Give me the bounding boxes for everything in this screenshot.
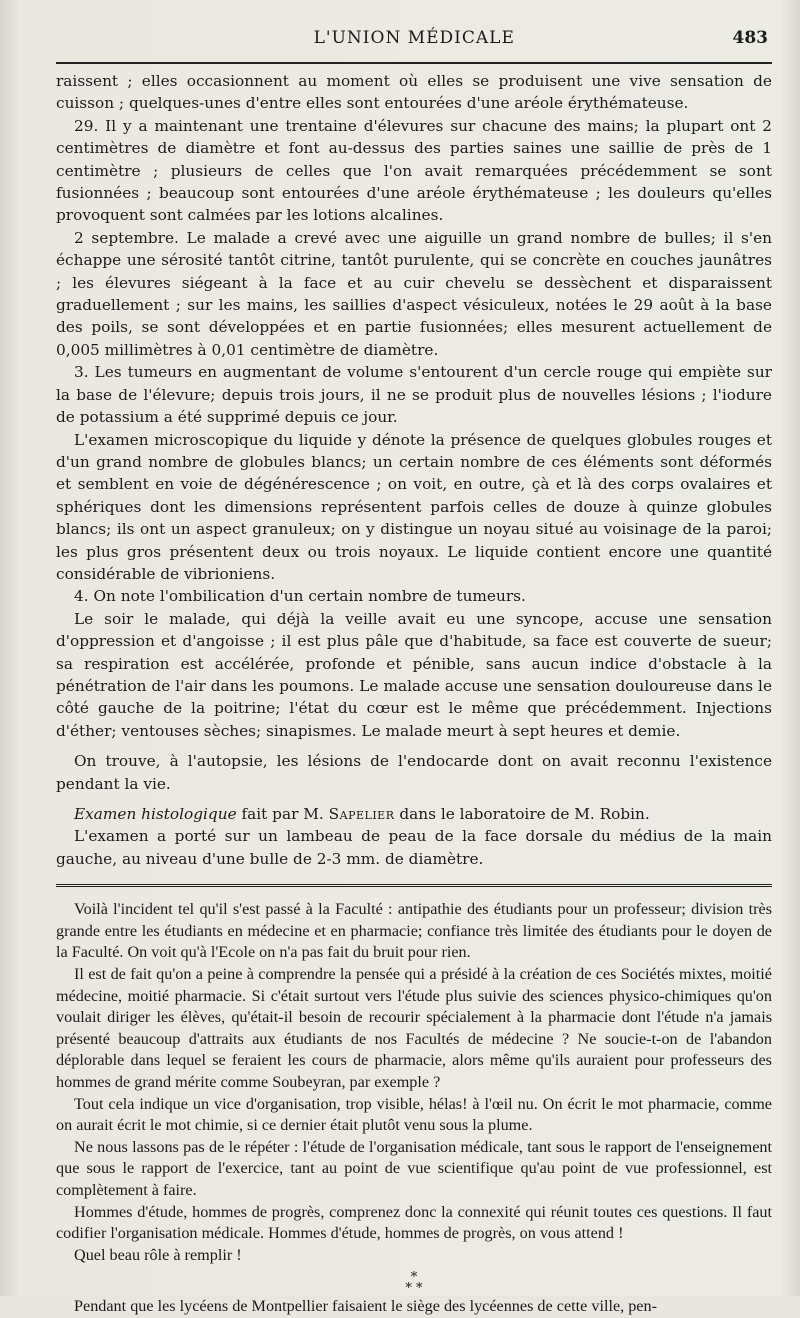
paragraph: 3. Les tumeurs en augmentant de volume s'entourent d'un cercle rouge qui empiète sur la base de l'élevure; depuis trois jours, il ne se produit plus de nouvelles lésions ; l'iodure de potassium a été supprimé depuis ce jour. bbox=[56, 363, 772, 427]
paragraph: L'examen microscopique du liquide y dénote la présence de quelques globules rouges et d'un grand nombre de globules blancs; un certain nombre de ces éléments sont déformés et semblent en voie de dégénérescence ; on voit, en outre, çà et là des corps ovalaires et sphériques dont les dimensions représentent parfois celles de douze à quinze globules blancs; ils ont un aspect granuleux; on y distingue un noyau situé au voisinage de la paroi; les plus gros présentent deux ou trois noyaux. Le liquide contient encore une quantité considérable de vibrioniens. bbox=[56, 430, 772, 583]
paragraph: 29. Il y a maintenant une trentaine d'élevures sur chacune des mains; la plupart ont 2 centimètres de diamètre et font au-dessus des parties saines une saillie de près de 1 centimètre ; plusieurs de celles que l'on avait remarquées précédemment se sont fusionnées ; beaucoup sont entourées d'une aréole érythémateuse ; les douleurs qu'elles provoquent sont calmées par les lotions alcalines. bbox=[56, 116, 772, 225]
histology-tail: dans le laboratoire de M. Robin. bbox=[394, 805, 650, 823]
case-report-section bbox=[56, 70, 772, 870]
histology-name: Sapelier bbox=[328, 805, 395, 823]
paragraph: Tout cela indique un vice d'organisation, trop visible, hélas! à l'œil nu. On écrit le mot pharmacie, comme on aurait écrit le mot chimie, si ce dernier était plutôt venu sous la plume. bbox=[56, 1094, 772, 1135]
page-number: 483 bbox=[732, 28, 768, 48]
asterism bbox=[56, 1270, 772, 1297]
histology-mid: fait par M. bbox=[236, 805, 329, 823]
paragraph: Le soir le malade, qui déjà la veille avait eu une syncope, accuse une sensation d'oppression et d'angoisse ; il est plus pâle que d'habitude, sa face est couverte de sueur; sa respiration est accélérée, profonde et pénible, sans aucun indice d'obstacle à la pénétration de l'air dans les poumons. Le malade accuse une sensation douloureuse dans le côté gauche de la poitrine; l'état du cœur est le même que précédemment. Injections d'éther; ventouses sèches; sinapismes. Le malade meurt à sept heures et demie. bbox=[56, 609, 772, 740]
histology-italic: Examen histologique bbox=[74, 805, 237, 823]
paragraph: raissent ; elles occasionnent au moment où elles se produisent une vive sensation de cuisson ; quelques-unes d'entre elles sont entourées d'une aréole érythémateuse. bbox=[56, 72, 772, 113]
paragraph: On trouve, à l'autopsie, les lésions de l'endocarde dont on avait reconnu l'existence pendant la vie. bbox=[56, 752, 772, 793]
page-header bbox=[56, 28, 772, 58]
paragraph: Voilà l'incident tel qu'il s'est passé à la Faculté : antipathie des étudiants pour un professeur; division très grande entre les étudiants en médecine et en pharmacie; confiance très limitée des étudiants pour le doyen de la Faculté. On voit qu'à l'Ecole on n'a pas fait du bruit pour rien. bbox=[56, 900, 772, 962]
paragraph: L'examen a porté sur un lambeau de peau de la face dorsale du médius de la main gauche, au niveau d'une bulle de 2-3 mm. de diamètre. bbox=[56, 827, 772, 868]
paragraph: Quel beau rôle à remplir ! bbox=[74, 1245, 242, 1264]
header-rule bbox=[56, 62, 772, 64]
asterism-bottom: * * bbox=[405, 1281, 423, 1297]
paragraph: Ne nous lassons pas de le répéter : l'étude de l'organisation médicale, tant sous le rapport de l'enseignement que sous le rapport de l'exercice, tant au point de vue scientifique qu'au point de vue professionnel, est complètement à faire. bbox=[56, 1137, 772, 1199]
paragraph: Pendant que les lycéens de Montpellier faisaient le siège des lycéennes de cette ville, pen- bbox=[74, 1297, 657, 1316]
asterism-top: * bbox=[410, 1270, 418, 1286]
running-title: L'UNION MÉDICALE bbox=[313, 28, 515, 48]
paragraph: Il est de fait qu'on a peine à comprendre la pensée qui a présidé à la création de ces Sociétés mixtes, moitié médecine, moitié pharmacie. Si c'était surtout vers l'étude plus suivie des sciences physico-chimiques qu'on voulait diriger les élèves, qu'était-il besoin de recourir spécialement à la pharmacie dont l'étude n'a jamais présenté beaucoup d'attraits aux étudiants de nos Facultés de médecine ? Ne soucie-t-on de l'abandon déplorable dans lequel se feraient les cours de pharmacie, alors même qu'ils auraient pour professeurs des hommes de grand mérite comme Soubeyran, par exemple ? bbox=[56, 965, 772, 1091]
section-divider bbox=[56, 884, 772, 887]
paragraph: Hommes d'étude, hommes de progrès, comprenez donc la connexité qui réunit toutes ces questions. Il faut codifier l'organisation médicale. Hommes d'étude, hommes de progrès, on vous attend ! bbox=[56, 1202, 772, 1243]
histology-heading bbox=[56, 803, 772, 825]
chronicle-section bbox=[56, 899, 772, 1318]
paragraph: 4. On note l'ombilication d'un certain nombre de tumeurs. bbox=[74, 587, 526, 606]
paragraph: 2 septembre. Le malade a crevé avec une aiguille un grand nombre de bulles; il s'en échappe une sérosité tantôt citrine, tantôt purulente, qui se concrète en couches jaunâtres ; les élevures siégeant à la face et au cuir chevelu se dessèchent et disparaissent graduellement ; sur les mains, les saillies d'aspect vésiculeux, notées le 29 août à la base des poils, se sont développées et en partie fusionnées; elles mesurent actuellement de 0,005 millimètres à 0,01 centimètre de diamètre. bbox=[56, 228, 772, 359]
